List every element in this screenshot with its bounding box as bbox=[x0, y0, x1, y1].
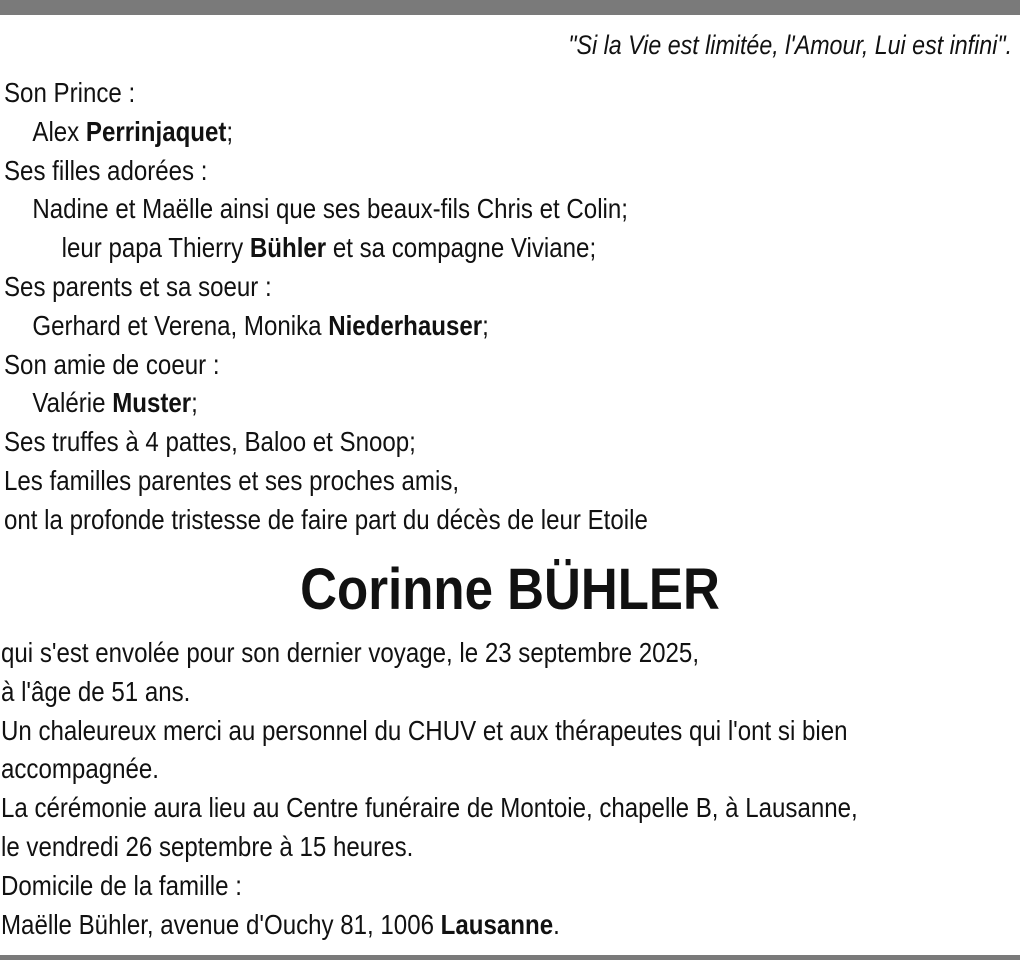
family-member-partner: Alex Perrinjaquet; bbox=[32, 115, 234, 147]
bottom-border bbox=[0, 955, 1020, 960]
family-member-parents: Gerhard et Verena, Monika Niederhauser; bbox=[32, 309, 489, 341]
details-domicile-address: Maëlle Bühler, avenue d'Ouchy 81, 1006 Lausanne. bbox=[1, 908, 560, 940]
family-member-friend: Valérie Muster; bbox=[32, 387, 198, 419]
deceased-name: Corinne BÜHLER bbox=[300, 557, 720, 622]
details-block bbox=[1, 634, 997, 944]
family-member-father: leur papa Thierry Bühler et sa compagne Viviane; bbox=[61, 232, 597, 264]
epigraph-quote: "Si la Vie est limitée, l'Amour, Lui est infini". bbox=[568, 30, 1012, 60]
details-thanks-cont: accompagnée. bbox=[1, 753, 159, 785]
details-age: à l'âge de 51 ans. bbox=[1, 675, 191, 707]
details-date: qui s'est envolée pour son dernier voyage, le 23 septembre 2025, bbox=[1, 637, 700, 668]
family-heading-prince: Son Prince : bbox=[4, 77, 136, 108]
family-heading-parents: Ses parents et sa soeur : bbox=[4, 270, 272, 302]
details-ceremony: La cérémonie aura lieu au Centre funéraire de Montoie, chapelle B, à Lausanne, bbox=[1, 792, 858, 824]
details-ceremony-time: le vendredi 26 septembre à 15 heures. bbox=[1, 830, 414, 862]
family-heading-daughters: Ses filles adorées : bbox=[4, 154, 208, 186]
details-thanks: Un chaleureux merci au personnel du CHUV et aux thérapeutes qui l'ont si bien bbox=[1, 714, 848, 746]
family-relatives: Les familles parentes et ses proches amis, bbox=[4, 464, 460, 496]
family-heading-friend: Son amie de coeur : bbox=[4, 348, 220, 380]
family-member-daughters: Nadine et Maëlle ainsi que ses beaux-fils Chris et Colin; bbox=[32, 193, 628, 225]
top-border bbox=[0, 0, 1020, 15]
details-domicile-label: Domicile de la famille : bbox=[1, 869, 242, 901]
family-list bbox=[4, 74, 753, 540]
announcement-line: ont la profonde tristesse de faire part du décès de leur Etoile bbox=[4, 503, 648, 535]
family-pets: Ses truffes à 4 pattes, Baloo et Snoop; bbox=[4, 426, 416, 458]
